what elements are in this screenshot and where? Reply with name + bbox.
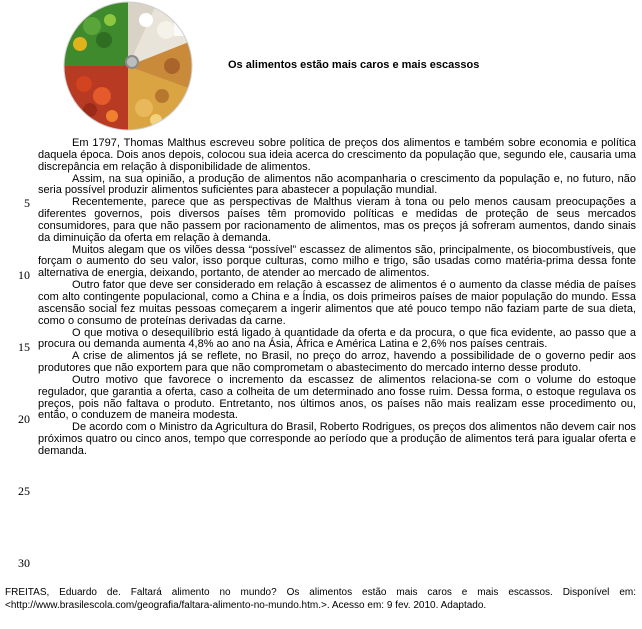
header xyxy=(0,0,642,130)
paragraph: Recentemente, parece que as perspectivas de Malthus vieram à tona ou pelo menos causam preocupações a diferentes governos, pois diversos países têm promovido políticas e medidas de proteção de seus mercados consumidores, para que não passem por racionamento de alimentos, mas os preços já sofreram aumentos, dando sinais da diminuição da oferta em relação à demanda. xyxy=(38,196,636,244)
paragraph: Muitos alegam que os vilões dessa “possível” escassez de alimentos são, principalmente, os biocombustíveis, que forçam o aumento do seu valor, isso porque culturas, como milho e trigo, são usadas como matéria-prima dessa fonte alternativa de energia, deixando, portanto, de atender ao mercado de alimentos. xyxy=(38,243,636,280)
paragraph: Em 1797, Thomas Malthus escreveu sobre política de preços dos alimentos e também sobre economia e política daquela época. Dois anos depois, colocou sua ideia acerca do crescimento da população que, segundo ele, causaria uma discrepância em relação à disponibilidade de alimentos. xyxy=(38,137,636,173)
paragraph: A crise de alimentos já se reflete, no Brasil, no preço do arroz, havendo a possibilidade de o governo pedir aos produtores que não exportem para que não comprometam o abastecimento do mercado interno desse produto. xyxy=(38,350,636,375)
paragraph: O que motiva o desequilíbrio está ligado à quantidade da oferta e da procura, o que fica evidente, ao passo que a procura ou demanda aumenta 4,8% ao ano na Ásia, África e América Latina e 2,6% nos países centrais. xyxy=(38,326,636,351)
paragraph: Outro fator que deve ser considerado em relação à escassez de alimentos é o aumento da classe média de países com alto contingente populacional, como a China e a Índia, os dois primeiros países de maior população do mundo. Essa ascensão social fez muitas pessoas começarem a ingerir alimentos que até pouco tempo não faziam parte de sua dieta, como o consumo de proteínas derivadas da carne. xyxy=(38,279,636,327)
paragraph: De acordo com o Ministro da Agricultura do Brasil, Roberto Rodrigues, os preços dos alimentos não devem cair nos próximos quatro ou cinco anos, tempo que corresponde ao período que a produção de alimentos terá para igualar oferta e demanda. xyxy=(38,421,636,457)
line-number: 15 xyxy=(18,340,30,354)
paragraph: Outro motivo que favorece o incremento da escassez de alimentos relaciona-se com o volume do estoque regulador, que garantia a oferta, caso a colheita de um determinado ano fosse ruim. Dessa forma, o estoque regulava os preços, pois não faltava o produto. Entretanto, nos últimos anos, os países não mais realizam esse procedimento ou, então, o conduzem de maneira modesta. xyxy=(38,373,636,422)
article-body xyxy=(38,138,636,458)
food-plate-icon xyxy=(62,0,194,132)
line-number: 30 xyxy=(18,556,30,570)
paragraph: Assim, na sua opinião, a produção de alimentos não acompanharia o crescimento da população e, no futuro, não seria possível produzir alimentos suficientes para abastecer a população mundial. xyxy=(38,172,636,197)
line-number: 20 xyxy=(18,412,30,426)
article-title: Os alimentos estão mais caros e mais escassos xyxy=(228,59,480,71)
source-citation: FREITAS, Eduardo de. Faltará alimento no mundo? Os alimentos estão mais caros e mais escassos. Disponível em: <http://www.brasilescola.com/geografia/faltara-alimento-no-mundo.htm.>. Acesso em: 9 fev. 2010. Adaptado. xyxy=(5,587,636,611)
line-number: 25 xyxy=(18,484,30,498)
line-number: 5 xyxy=(24,196,30,210)
line-number: 10 xyxy=(18,268,30,282)
